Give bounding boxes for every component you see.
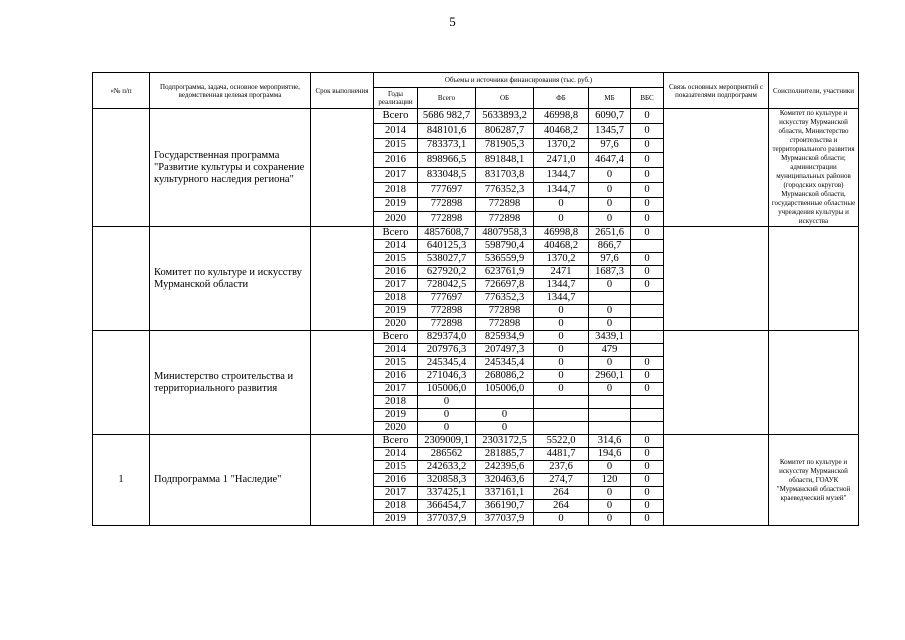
cell-year: 2014 [374, 123, 418, 138]
cell-fb: 2471,0 [534, 153, 589, 168]
cell-ob: 337161,1 [476, 487, 534, 500]
cell-vbs: 0 [631, 153, 664, 168]
cell-mb: 6090,7 [589, 109, 631, 124]
cell-year: 2017 [374, 279, 418, 292]
cell-fb [534, 396, 589, 409]
cell-total: 898966,5 [418, 153, 476, 168]
cell-year: 2016 [374, 153, 418, 168]
cell-total: 337425,1 [418, 487, 476, 500]
cell-year: 2018 [374, 182, 418, 197]
cell-year: 2018 [374, 500, 418, 513]
section-term [311, 227, 374, 331]
cell-fb: 40468,2 [534, 240, 589, 253]
table-body [93, 109, 859, 526]
cell-mb: 97,6 [589, 253, 631, 266]
cell-fb: 1344,7 [534, 168, 589, 183]
cell-total: 5686 982,7 [418, 109, 476, 124]
cell-fb: 5522,0 [534, 435, 589, 448]
cell-year: 2015 [374, 357, 418, 370]
cell-ob: 536559,9 [476, 253, 534, 266]
cell-total: 627920,2 [418, 266, 476, 279]
cell-total: 4857608,7 [418, 227, 476, 240]
cell-total: 772898 [418, 305, 476, 318]
cell-total: 377037,9 [418, 513, 476, 526]
cell-ob: 366190,7 [476, 500, 534, 513]
cell-year: 2020 [374, 318, 418, 331]
cell-year: 2015 [374, 138, 418, 153]
cell-ob: 598790,4 [476, 240, 534, 253]
cell-ob: 781905,3 [476, 138, 534, 153]
cell-total: 207976,3 [418, 344, 476, 357]
cell-vbs: 0 [631, 474, 664, 487]
section-number [93, 331, 150, 435]
table-row [93, 331, 859, 344]
header-fb: ФБ [534, 88, 589, 109]
cell-total: 0 [418, 396, 476, 409]
cell-mb: 0 [589, 383, 631, 396]
section-name: Подпрограмма 1 "Наследие" [150, 435, 311, 526]
cell-fb: 0 [534, 318, 589, 331]
cell-fb: 237,6 [534, 461, 589, 474]
cell-mb: 3439,1 [589, 331, 631, 344]
cell-mb: 314,6 [589, 435, 631, 448]
cell-vbs: 0 [631, 500, 664, 513]
cell-total: 728042,5 [418, 279, 476, 292]
cell-year: Всего [374, 435, 418, 448]
section-coexecutors [769, 331, 859, 435]
cell-year: 2017 [374, 168, 418, 183]
cell-vbs: 0 [631, 279, 664, 292]
cell-ob: 623761,9 [476, 266, 534, 279]
cell-vbs: 0 [631, 212, 664, 227]
cell-vbs: 0 [631, 370, 664, 383]
section-coexecutors: Комитет по культуре и искусству Мурманской области, ГОАУК "Мурманский областной краеведческий музей" [769, 435, 859, 526]
cell-mb: 2960,1 [589, 370, 631, 383]
cell-fb: 1344,7 [534, 279, 589, 292]
cell-year: 2015 [374, 461, 418, 474]
header-coexec: Соисполнители, участники [769, 73, 859, 109]
section-term [311, 331, 374, 435]
cell-vbs: 0 [631, 357, 664, 370]
cell-year: 2016 [374, 266, 418, 279]
cell-total: 772898 [418, 197, 476, 212]
page-number: 5 [449, 14, 456, 29]
cell-total: 320858,3 [418, 474, 476, 487]
cell-year: 2014 [374, 448, 418, 461]
cell-year: Всего [374, 331, 418, 344]
cell-ob: 5633893,2 [476, 109, 534, 124]
cell-year: Всего [374, 109, 418, 124]
cell-total: 777697 [418, 292, 476, 305]
cell-total: 833048,5 [418, 168, 476, 183]
cell-fb: 264 [534, 500, 589, 513]
cell-year: 2019 [374, 409, 418, 422]
financing-table [92, 72, 859, 526]
cell-mb [589, 292, 631, 305]
cell-fb: 0 [534, 305, 589, 318]
cell-ob: 772898 [476, 197, 534, 212]
cell-ob: 0 [476, 409, 534, 422]
cell-year: 2017 [374, 383, 418, 396]
cell-fb: 4481,7 [534, 448, 589, 461]
cell-ob: 772898 [476, 305, 534, 318]
cell-total: 783373,1 [418, 138, 476, 153]
cell-ob: 825934,9 [476, 331, 534, 344]
cell-ob: 242395,6 [476, 461, 534, 474]
cell-year: 2019 [374, 513, 418, 526]
cell-mb: 4647,4 [589, 153, 631, 168]
cell-mb: 1345,7 [589, 123, 631, 138]
cell-fb: 1370,2 [534, 138, 589, 153]
cell-ob: 806287,7 [476, 123, 534, 138]
cell-mb: 0 [589, 318, 631, 331]
cell-vbs [631, 318, 664, 331]
header-program: Подпрограмма, задача, основное мероприятие, ведомственная целевая программа [150, 73, 311, 109]
cell-year: 2016 [374, 370, 418, 383]
cell-year: 2018 [374, 396, 418, 409]
cell-total: 0 [418, 409, 476, 422]
section-number [93, 109, 150, 227]
cell-year: 2016 [374, 474, 418, 487]
cell-mb: 0 [589, 305, 631, 318]
cell-mb: 0 [589, 513, 631, 526]
cell-total: 366454,7 [418, 500, 476, 513]
cell-vbs: 0 [631, 487, 664, 500]
cell-vbs: 0 [631, 109, 664, 124]
cell-mb: 0 [589, 212, 631, 227]
cell-fb: 0 [534, 197, 589, 212]
cell-mb: 0 [589, 279, 631, 292]
cell-fb: 0 [534, 344, 589, 357]
cell-fb: 46998,8 [534, 109, 589, 124]
header-term: Срок выполнения [311, 73, 374, 109]
cell-ob: 891848,1 [476, 153, 534, 168]
cell-fb: 40468,2 [534, 123, 589, 138]
cell-mb: 0 [589, 168, 631, 183]
cell-mb: 194,6 [589, 448, 631, 461]
cell-fb: 1344,7 [534, 182, 589, 197]
cell-mb: 2651,6 [589, 227, 631, 240]
cell-vbs [631, 396, 664, 409]
section-coexecutors: Комитет по культуре и искусству Мурманской области, Министерство строительства и территориального развития Мурманской области; администрации муниципальных районов (городских округов) Мурманской области, государственные областные учреждения культуры и искусства [769, 109, 859, 227]
cell-fb: 0 [534, 357, 589, 370]
cell-fb: 0 [534, 383, 589, 396]
cell-total: 640125,3 [418, 240, 476, 253]
table-row [93, 109, 859, 124]
cell-vbs: 0 [631, 461, 664, 474]
cell-total: 271046,3 [418, 370, 476, 383]
cell-ob: 245345,4 [476, 357, 534, 370]
cell-fb: 2471 [534, 266, 589, 279]
cell-fb [534, 409, 589, 422]
cell-ob: 4807958,3 [476, 227, 534, 240]
cell-total: 772898 [418, 212, 476, 227]
cell-ob: 831703,8 [476, 168, 534, 183]
cell-ob: 281885,7 [476, 448, 534, 461]
section-term [311, 109, 374, 227]
cell-total: 0 [418, 422, 476, 435]
cell-mb: 120 [589, 474, 631, 487]
section-link [664, 109, 769, 227]
cell-mb: 1687,3 [589, 266, 631, 279]
cell-vbs: 0 [631, 253, 664, 266]
cell-vbs [631, 422, 664, 435]
cell-vbs [631, 331, 664, 344]
cell-vbs [631, 409, 664, 422]
header-link: Связь основных мероприятий с показателями подпрограмм [664, 73, 769, 109]
cell-fb: 274,7 [534, 474, 589, 487]
cell-ob [476, 396, 534, 409]
section-coexecutors [769, 227, 859, 331]
cell-ob: 0 [476, 422, 534, 435]
cell-total: 772898 [418, 318, 476, 331]
section-link [664, 331, 769, 435]
cell-mb: 0 [589, 500, 631, 513]
cell-mb: 479 [589, 344, 631, 357]
cell-fb: 0 [534, 212, 589, 227]
table-row [93, 227, 859, 240]
header-financing: Объемы и источники финансирования (тыс. руб.) [374, 73, 664, 88]
cell-fb: 264 [534, 487, 589, 500]
cell-total: 2309009,1 [418, 435, 476, 448]
cell-year: 2018 [374, 292, 418, 305]
header-years: Годы реализации [374, 88, 418, 109]
cell-vbs [631, 305, 664, 318]
cell-vbs: 0 [631, 197, 664, 212]
cell-vbs: 0 [631, 138, 664, 153]
cell-total: 245345,4 [418, 357, 476, 370]
section-number: 1 [93, 435, 150, 526]
cell-mb: 0 [589, 461, 631, 474]
cell-total: 777697 [418, 182, 476, 197]
cell-total: 286562 [418, 448, 476, 461]
cell-vbs: 0 [631, 168, 664, 183]
cell-fb: 0 [534, 513, 589, 526]
header-num: «№ п/п [93, 73, 150, 109]
header-ob: ОБ [476, 88, 534, 109]
cell-year: 2019 [374, 305, 418, 318]
cell-year: 2014 [374, 240, 418, 253]
cell-mb [589, 422, 631, 435]
section-link [664, 227, 769, 331]
section-name: Государственная программа "Развитие культуры и сохранение культурного наследия региона" [150, 109, 311, 227]
cell-year: Всего [374, 227, 418, 240]
cell-mb: 866,7 [589, 240, 631, 253]
cell-vbs: 0 [631, 266, 664, 279]
cell-fb: 1370,2 [534, 253, 589, 266]
cell-year: 2015 [374, 253, 418, 266]
cell-ob: 772898 [476, 212, 534, 227]
cell-ob: 377037,9 [476, 513, 534, 526]
section-term [311, 435, 374, 526]
cell-vbs [631, 240, 664, 253]
cell-mb: 0 [589, 182, 631, 197]
cell-total: 242633,2 [418, 461, 476, 474]
section-name: Комитет по культуре и искусству Мурманской области [150, 227, 311, 331]
cell-total: 829374,0 [418, 331, 476, 344]
cell-year: 2019 [374, 197, 418, 212]
cell-vbs: 0 [631, 123, 664, 138]
cell-vbs: 0 [631, 435, 664, 448]
cell-mb: 97,6 [589, 138, 631, 153]
cell-vbs: 0 [631, 383, 664, 396]
cell-ob: 776352,3 [476, 182, 534, 197]
cell-fb: 0 [534, 331, 589, 344]
cell-ob: 268086,2 [476, 370, 534, 383]
cell-mb [589, 409, 631, 422]
cell-year: 2020 [374, 422, 418, 435]
cell-total: 105006,0 [418, 383, 476, 396]
cell-vbs [631, 292, 664, 305]
header-mb: МБ [589, 88, 631, 109]
cell-ob: 105006,0 [476, 383, 534, 396]
cell-mb: 0 [589, 197, 631, 212]
header-total: Всего [418, 88, 476, 109]
cell-year: 2017 [374, 487, 418, 500]
cell-year: 2014 [374, 344, 418, 357]
section-name: Министерство строительства и территориального развития [150, 331, 311, 435]
cell-vbs: 0 [631, 448, 664, 461]
cell-fb: 46998,8 [534, 227, 589, 240]
cell-fb: 1344,7 [534, 292, 589, 305]
cell-vbs [631, 344, 664, 357]
section-link [664, 435, 769, 526]
cell-ob: 320463,6 [476, 474, 534, 487]
cell-ob: 207497,3 [476, 344, 534, 357]
header-vbs: ВБС [631, 88, 664, 109]
table-row [93, 435, 859, 448]
section-number [93, 227, 150, 331]
cell-mb: 0 [589, 357, 631, 370]
cell-mb [589, 396, 631, 409]
cell-ob: 2303172,5 [476, 435, 534, 448]
cell-ob: 776352,3 [476, 292, 534, 305]
cell-ob: 726697,8 [476, 279, 534, 292]
cell-vbs: 0 [631, 182, 664, 197]
cell-vbs: 0 [631, 227, 664, 240]
cell-total: 538027,7 [418, 253, 476, 266]
cell-fb [534, 422, 589, 435]
cell-total: 848101,6 [418, 123, 476, 138]
cell-year: 2020 [374, 212, 418, 227]
cell-vbs: 0 [631, 513, 664, 526]
cell-ob: 772898 [476, 318, 534, 331]
cell-mb: 0 [589, 487, 631, 500]
cell-fb: 0 [534, 370, 589, 383]
